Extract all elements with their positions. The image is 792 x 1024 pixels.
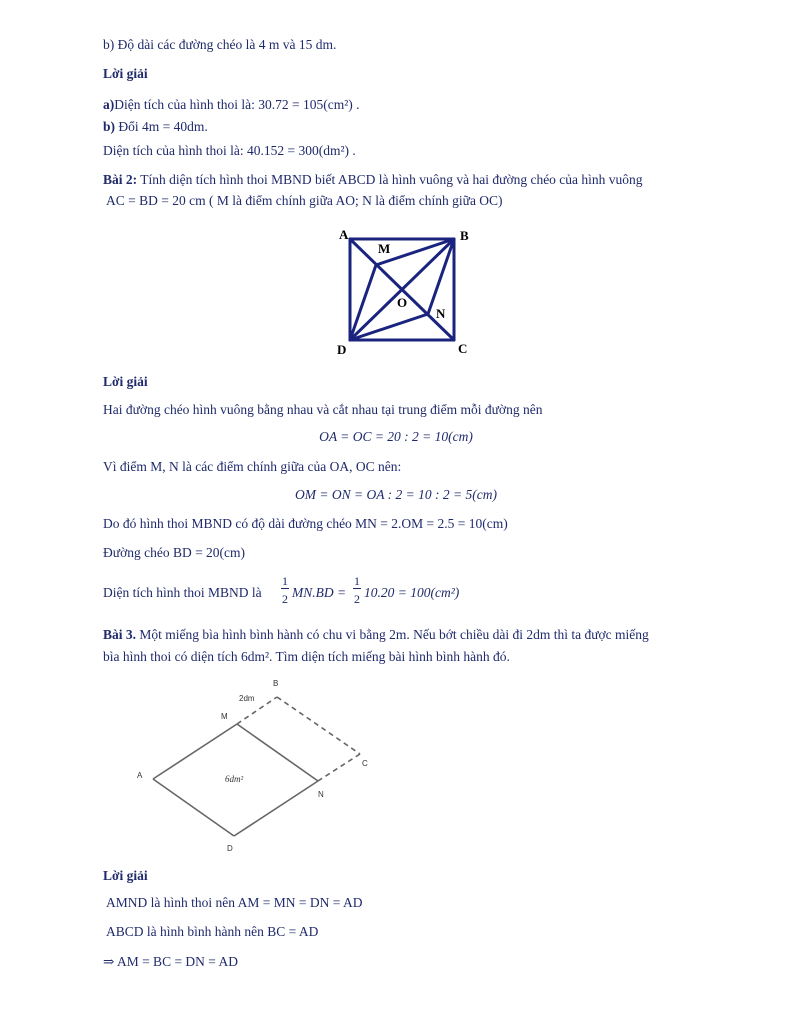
dashed-mb	[237, 697, 277, 724]
line-area-b: Diện tích của hình thoi là: 40.152 = 300(dm²) .	[103, 143, 356, 158]
fig1-label-o: O	[397, 295, 408, 310]
fig2-label-a: A	[137, 771, 143, 780]
edge-am	[153, 724, 237, 779]
label-a: a)	[103, 97, 115, 112]
fraction2-numerator: 1	[354, 574, 360, 588]
exercise-3-text: Một miếng bìa hình bình hành có chu vi bằng 2m. Nếu bớt chiều dài đi 2dm thì ta được miếng	[136, 627, 649, 642]
line-bd: Đường chéo BD = 20(cm)	[103, 545, 246, 560]
fig2-label-area: 6dm²	[225, 774, 244, 784]
fraction1-denominator: 2	[282, 592, 288, 606]
fraction2-denominator: 2	[354, 592, 360, 606]
formula-oa-oc: OA = OC = 20 : 2 = 10(cm)	[319, 429, 473, 444]
line-rhombus-equal: AMND là hình thoi nên AM = MN = DN = AD	[106, 895, 363, 910]
segment-nb	[428, 239, 454, 314]
segment-mb	[376, 239, 454, 265]
fig1-label-b: B	[460, 228, 469, 243]
line-exercise-3-cont: bìa hình thoi có diện tích 6dm². Tìm diện tích miếng bài hình bình hành đó.	[103, 649, 510, 664]
fig1-label-d: D	[337, 342, 347, 357]
edge-nd	[234, 781, 318, 836]
area-formula-middle: MN.BD =	[292, 585, 347, 600]
line-exercise-2-cont: AC = BD = 20 cm ( M là điểm chính giữa AO; N là điểm chính giữa OC)	[106, 193, 503, 208]
fig2-label-c: C	[362, 759, 368, 768]
fig1-label-c: C	[458, 341, 468, 356]
fraction1-numerator: 1	[282, 574, 288, 588]
fig1-label-a: A	[339, 227, 349, 242]
fig2-label-d: D	[227, 844, 233, 853]
line-answer-a	[103, 96, 360, 114]
line-answer-b	[103, 118, 208, 136]
edge-mn	[237, 724, 318, 781]
heading-solution-2: Lời giải	[103, 374, 148, 389]
formula-om-on: OM = ON = OA : 2 = 10 : 2 = 5(cm)	[295, 487, 497, 502]
exercise-2-label: Bài 2:	[103, 172, 138, 187]
exercise-3-label: Bài 3.	[103, 627, 137, 642]
fig2-label-m: M	[221, 712, 228, 721]
fig2-label-length: 2dm	[239, 694, 255, 703]
fig2-label-b: B	[273, 679, 279, 688]
exercise-2-text: Tính diện tích hình thoi MBND biết ABCD là hình vuông và hai đường chéo của hình vuông	[137, 172, 643, 187]
line-mn: Do đó hình thoi MBND có độ dài đường chéo MN = 2.OM = 2.5 = 10(cm)	[103, 516, 508, 531]
diagonal-bd	[350, 239, 454, 340]
line-conclusion: ⇒ AM = BC = DN = AD	[103, 954, 239, 969]
segment-nd	[350, 314, 428, 340]
dashed-bc	[277, 697, 360, 754]
edge-da	[153, 779, 234, 836]
line-parallelogram: ABCD là hình bình hành nên BC = AD	[106, 924, 319, 939]
dashed-cn	[318, 754, 360, 781]
fig1-label-m: M	[378, 241, 391, 256]
answer-b-text: Đổi 4m = 40dm.	[115, 119, 208, 134]
line-exercise-2	[103, 171, 643, 189]
segment-md	[350, 265, 376, 340]
area-formula-prefix: Diện tích hình thoi MBND là	[103, 585, 262, 600]
line-part-b: b) Độ dài các đường chéo là 4 m và 15 dm.	[103, 37, 337, 52]
fig2-label-n: N	[318, 790, 324, 799]
label-b: b)	[103, 119, 116, 134]
heading-solution-3: Lời giải	[103, 868, 148, 883]
diagonal-ac	[350, 239, 454, 340]
fig1-label-n: N	[436, 306, 446, 321]
line-exercise-3	[103, 626, 649, 644]
answer-a-text: Diện tích của hình thoi là: 30.72 = 105(cm²) .	[114, 97, 360, 112]
area-formula-result: 10.20 = 100(cm²)	[364, 585, 460, 600]
heading-solution-1: Lời giải	[103, 66, 148, 81]
line-diagonals: Hai đường chéo hình vuông bằng nhau và cắt nhau tại trung điểm mỗi đường nên	[103, 402, 543, 417]
line-midpoints: Vì điểm M, N là các điểm chính giữa của OA, OC nên:	[103, 459, 402, 474]
